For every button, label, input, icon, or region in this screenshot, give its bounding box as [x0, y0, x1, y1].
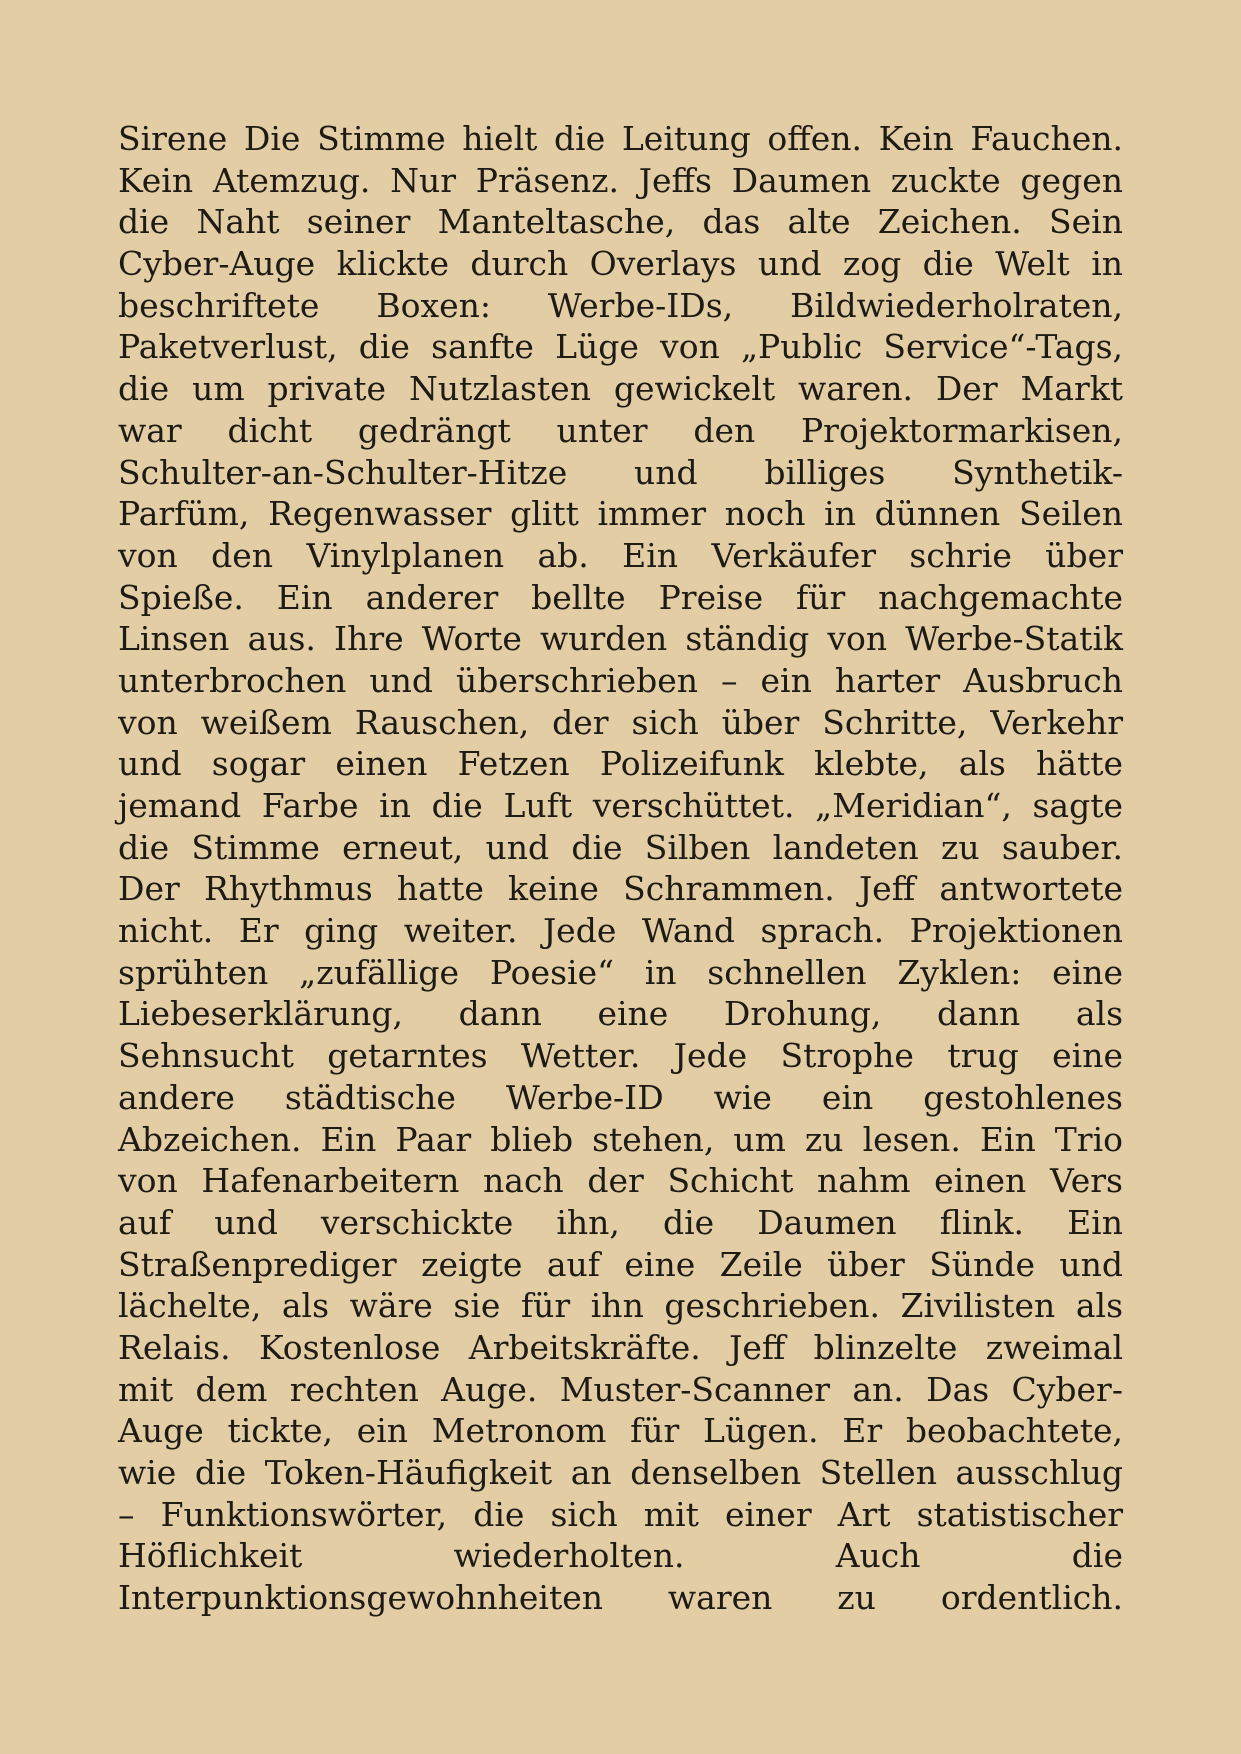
text-line: von Hafenarbeitern nach der Schicht nahm einen Vers — [118, 1161, 1123, 1201]
text-line: war dicht gedrängt unter den Projektormarkisen, — [118, 410, 1123, 450]
text-line: nicht. Er ging weiter. Jede Wand sprach. Projektionen — [118, 911, 1123, 951]
text-line: sprühten „zufällige Poesie“ in schnellen Zyklen: eine — [118, 952, 1123, 992]
text-line: Sehnsucht getarntes Wetter. Jede Strophe trug eine — [118, 1036, 1123, 1076]
text-line: andere städtische Werbe-ID wie ein gestohlenes — [118, 1077, 1123, 1117]
text-line: Schulter-an-Schulter-Hitze und billiges Synthetik- — [118, 452, 1123, 492]
text-line: Der Rhythmus hatte keine Schrammen. Jeff antwortete — [118, 869, 1123, 909]
text-line: unterbrochen und überschrieben – ein harter Ausbruch — [118, 660, 1123, 700]
body-text — [118, 118, 1123, 1619]
text-line: die Stimme erneut, und die Silben landeten zu sauber. — [118, 827, 1123, 867]
text-line: und sogar einen Fetzen Polizeifunk klebte, als hätte — [118, 744, 1123, 784]
text-line: Abzeichen. Ein Paar blieb stehen, um zu lesen. Ein Trio — [118, 1119, 1123, 1159]
text-line: Parfüm, Regenwasser glitt immer noch in dünnen Seilen — [118, 494, 1123, 534]
text-line: Höflichkeit wiederholten. Auch die — [118, 1536, 1123, 1576]
text-line: Paketverlust, die sanfte Lüge von „Public Service“-Tags, — [118, 327, 1123, 367]
text-line: die um private Nutzlasten gewickelt waren. Der Markt — [118, 369, 1123, 409]
text-line: – Funktionswörter, die sich mit einer Art statistischer — [118, 1494, 1123, 1534]
text-line: Linsen aus. Ihre Worte wurden ständig von Werbe-Statik — [118, 619, 1123, 659]
text-line: beschriftete Boxen: Werbe-IDs, Bildwiederholraten, — [118, 285, 1123, 325]
text-line: wie die Token-Häufigkeit an denselben Stellen ausschlug — [118, 1453, 1123, 1492]
text-line: Liebeserklärung, dann eine Drohung, dann als — [118, 994, 1123, 1034]
text-line: auf und verschickte ihn, die Daumen flink. Ein — [118, 1202, 1123, 1242]
text-line: Sirene Die Stimme hielt die Leitung offen. Kein Fauchen. — [118, 119, 1123, 158]
text-line: von weißem Rauschen, der sich über Schritte, Verkehr — [118, 702, 1123, 742]
text-line: lächelte, als wäre sie für ihn geschrieben. Zivilisten als — [118, 1286, 1123, 1326]
text-line: jemand Farbe in die Luft verschüttet. „Meridian“, sagte — [118, 786, 1123, 825]
text-line: Straßenprediger zeigte auf eine Zeile über Sünde und — [118, 1244, 1123, 1284]
text-line: Relais. Kostenlose Arbeitskräfte. Jeff blinzelte zweimal — [118, 1327, 1123, 1367]
text-line: mit dem rechten Auge. Muster-Scanner an. Das Cyber- — [118, 1369, 1123, 1409]
text-line: Interpunktionsgewohnheiten waren zu ordentlich. — [118, 1578, 1123, 1618]
text-line: Spieße. Ein anderer bellte Preise für nachgemachte — [118, 577, 1123, 617]
text-line: von den Vinylplanen ab. Ein Verkäufer schrie über — [118, 535, 1123, 575]
text-line: Auge tickte, ein Metronom für Lügen. Er beobachtete, — [118, 1411, 1123, 1451]
text-line: Cyber-Auge klickte durch Overlays und zog die Welt in — [118, 244, 1123, 284]
text-line: Kein Atemzug. Nur Präsenz. Jeffs Daumen zuckte gegen — [118, 160, 1123, 200]
text-line: die Naht seiner Manteltasche, das alte Zeichen. Sein — [118, 202, 1123, 242]
